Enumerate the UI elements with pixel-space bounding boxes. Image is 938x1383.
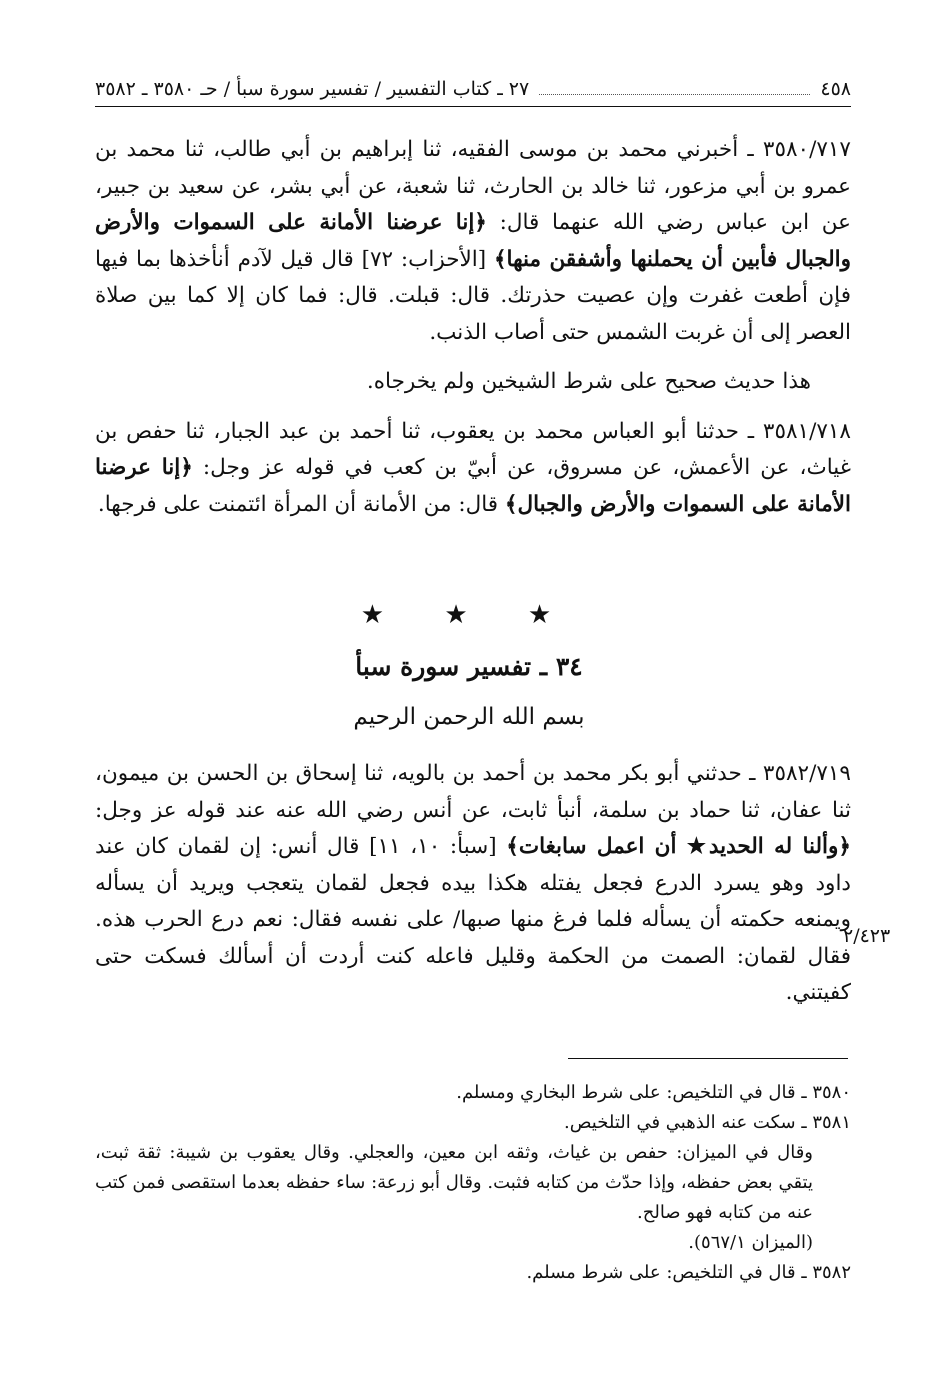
section-title: ٣٤ ـ تفسير سورة سبأ [355, 652, 583, 681]
footnote-3581-mizan: وقال في الميزان: حفص بن غياث، وثقه ابن معين، والعجلي. وقال يعقوب بن شيبة: ثقة ثبت، يتقي بعض حفظه، وإذا حدّث من كتابه فثبت. وقال أبو زرعة: ساء حفظه بعدما استقصى فمن كتب عنه من كتابه فهو صالح. [95, 1142, 813, 1223]
margin-reference: ٢/٤٢٣ [843, 925, 891, 947]
footnote-3581-source: (الميزان ٥٦٧/١). [688, 1232, 813, 1253]
main-text-bottom [95, 756, 851, 1012]
hadith-3581-isnad: ٣٥٨١/٧١٨ ـ حدثنا أبو العباس محمد بن يعقوب، ثنا أحمد بن عبد الجبار، ثنا حفص بن غياث، عن الأعمش، عن مسروق، عن أبيّ بن كعب في قوله عز وجل: [95, 418, 852, 480]
hadith-3580 [95, 132, 851, 351]
page-header [95, 78, 851, 107]
footnotes [95, 1078, 851, 1288]
header-dot-leader [539, 84, 810, 95]
page-number: ٤٥٨ [820, 78, 851, 100]
section-separator-stars: ★ ★ ★ [360, 600, 578, 630]
footnote-3581: ٣٥٨١ ـ سكت عنه الذهبي في التلخيص. [564, 1112, 851, 1133]
footnote-3582: ٣٥٨٢ ـ قال في التلخيص: على شرط مسلم. [526, 1262, 851, 1283]
hadith-3581-quran: ﴿إنا عرضنا الأمانة على السموات والأرض والجبال﴾ [95, 455, 851, 517]
footnote-divider [568, 1058, 848, 1059]
main-text-top [95, 132, 851, 536]
basmala: بسم الله الرحمن الرحيم [353, 704, 585, 730]
hadith-3581-matn: قال: من الأمانة أن المرأة ائتمنت على فرجها. [97, 491, 505, 517]
hadith-3580-quran: ﴿إنا عرضنا الأمانة على السموات والأرض والجبال فأبين أن يحملنها وأشفقن منها﴾ [95, 210, 851, 272]
hadith-3582-isnad: ٣٥٨٢/٧١٩ ـ حدثني أبو بكر محمد بن أحمد بن بالويه، ثنا إسحاق بن الحسن بن ميمون، ثنا عفان، ثنا حماد بن سلمة، أنبأ ثابت، عن أنس رضي الله عنه عند قوله عز وجل: [95, 761, 851, 823]
grading-3580: هذا حديث صحيح على شرط الشيخين ولم يخرجاه. [366, 369, 811, 394]
hadith-3582-quran: ﴿وألنا له الحديد★ أن اعمل سابغات﴾ [506, 834, 851, 859]
hadith-3581 [95, 414, 851, 524]
footnote-3580: ٣٥٨٠ ـ قال في التلخيص: على شرط البخاري ومسلم. [456, 1082, 851, 1103]
hadith-3582 [95, 756, 851, 1012]
hadith-3580-isnad: ٣٥٨٠/٧١٧ ـ أخبرني محمد بن موسى الفقيه، ثنا إبراهيم بن أبي طالب، ثنا محمد بن عمرو بن أبي مزعور، ثنا خالد بن الحارث، ثنا شعبة، عن أبي بشر، عن سعيد بن جبير، عن ابن عباس رضي الله عنهما قال: [95, 137, 851, 235]
hadith-3582-matn: [سبأ: ١٠، ١١] قال أنس: إن لقمان كان عند داود وهو يسرد الدرع فجعل يفتله هكذا بيده فجعل لقمان يتعجب ويريد أن يسأله ويمنعه حكمته أن يسأله فلما فرغ منها صبها/ على نفسه فقال: نعم درع الحرب هذه. فقال لقمان: الصمت من الحكمة وقليل فاعله كنت أردت أن أسألك فسكت حتى كفيتني. [95, 834, 851, 1005]
running-title: ٢٧ ـ كتاب التفسير / تفسير سورة سبأ / حـ ٣٥٨٠ ـ ٣٥٨٢ [95, 78, 530, 100]
hadith-3580-matn: [الأحزاب: ٧٢] قال قيل لآدم أنأخذها بما فيها فإن أطعت غفرت وإن عصيت حذرتك. قال: قبلت. قال: فما كان إلا كما بين صلاة العصر إلى أن غربت الشمس حتى أصاب الذنب. [95, 246, 851, 345]
